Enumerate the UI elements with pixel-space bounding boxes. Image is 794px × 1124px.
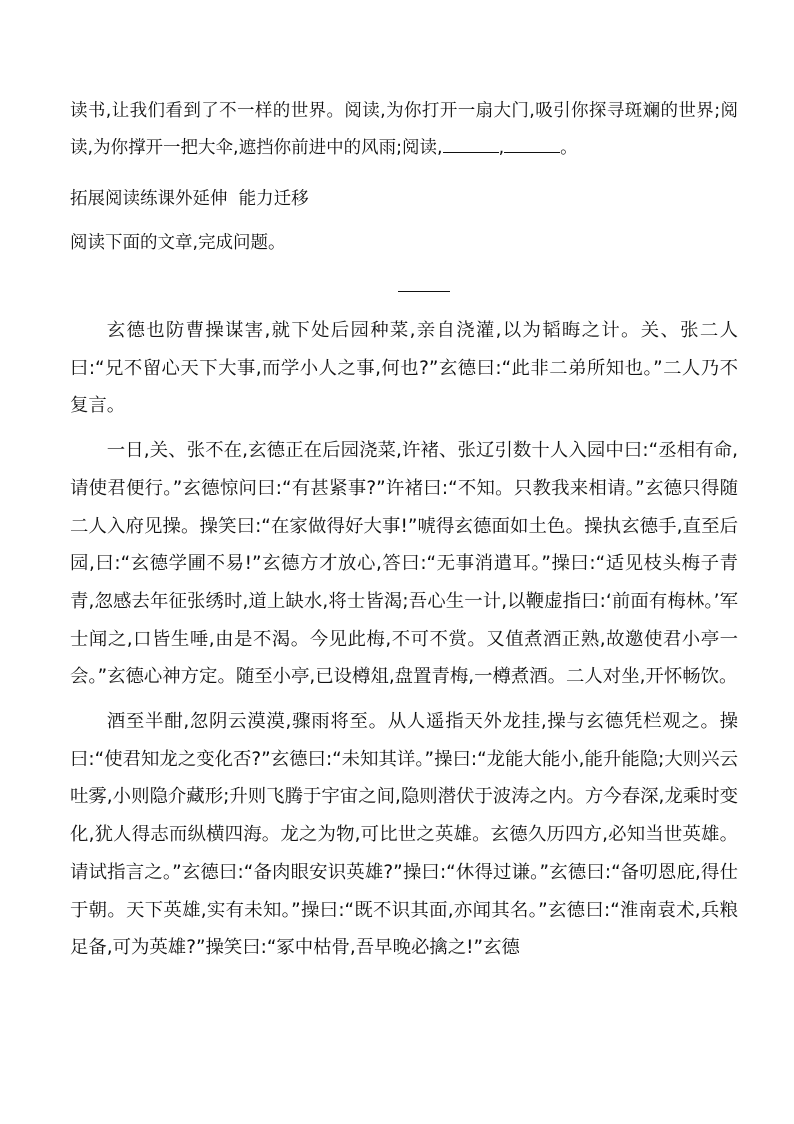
article-paragraph-2: 一日,关、张不在,玄德正在后园浇菜,许褚、张辽引数十人入园中曰:“丞相有命,请使君便行。”玄德惊问曰:“有甚紧事?”许褚曰:“不知。只教我来相请。”玄德只得随二人入府见操。操笑曰:“在家做得好大事!”唬得玄德面如土色。操执玄德手,直至后园,曰:“玄德学圃不易!”玄德方才放心,答曰:“无事消遣耳。”操曰:“适见枝头梅子青青,忽感去年征张绣时,道上缺水,将士皆渴;吾心生一计,以鞭虚指曰:‘前面有梅林。’军士闻之,口皆生唾,由是不渴。今见此梅,不可不赏。又值煮酒正熟,故邀使君小亭一会。”玄德心神方定。随至小亭,已设樽俎,盘置青梅,一樽煮酒。二人对坐,开怀畅饮。 [70, 440, 738, 688]
reading-instruction: 阅读下面的文章,完成问题。 [70, 233, 286, 253]
intro-text: 读书,让我们看到了不一样的世界。阅读,为你打开一扇大门,吸引你探寻斑斓的世界;阅读,为你撑开一把大伞,遮挡你前进中的风雨;阅读, [70, 101, 738, 158]
intro-passage [70, 93, 738, 167]
answer-blank-2[interactable] [504, 138, 560, 153]
answer-blank-1[interactable] [443, 138, 499, 153]
intro-end-punct: 。 [560, 138, 578, 158]
article-title-blank [398, 291, 450, 292]
article-paragraph-1: 玄德也防曹操谋害,就下处后园种菜,亲自浇灌,以为韬晦之计。关、张二人曰:“兄不留心天下大事,而学小人之事,何也?”玄德曰:“此非二弟所知也。”二人乃不复言。 [70, 320, 738, 417]
intro-paragraph [70, 93, 738, 167]
article-body [70, 312, 738, 974]
article-paragraph-3: 酒至半酣,忽阴云漠漠,骤雨将至。从人遥指天外龙挂,操与玄德凭栏观之。操曰:“使君知龙之变化否?”玄德曰:“未知其详。”操曰:“龙能大能小,能升能隐;大则兴云吐雾,小则隐介藏形;升则飞腾于宇宙之间,隐则潜伏于波涛之内。方今春深,龙乘时变化,犹人得志而纵横四海。龙之为物,可比世之英雄。玄德久历四方,必知当世英雄。请试指言之。”玄德曰:“备肉眼安识英雄?”操曰:“休得过谦。”玄德曰:“备叨恩庇,得仕于朝。天下英雄,实有未知。”操曰:“既不识其面,亦闻其名。”玄德曰:“淮南袁术,兵粮足备,可为英雄?”操笑曰:“冢中枯骨,吾早晚必擒之!”玄德 [70, 711, 738, 959]
section-heading: 拓展阅读练课外延伸 能力迁移 [70, 189, 309, 209]
blank-separator: , [498, 138, 505, 158]
